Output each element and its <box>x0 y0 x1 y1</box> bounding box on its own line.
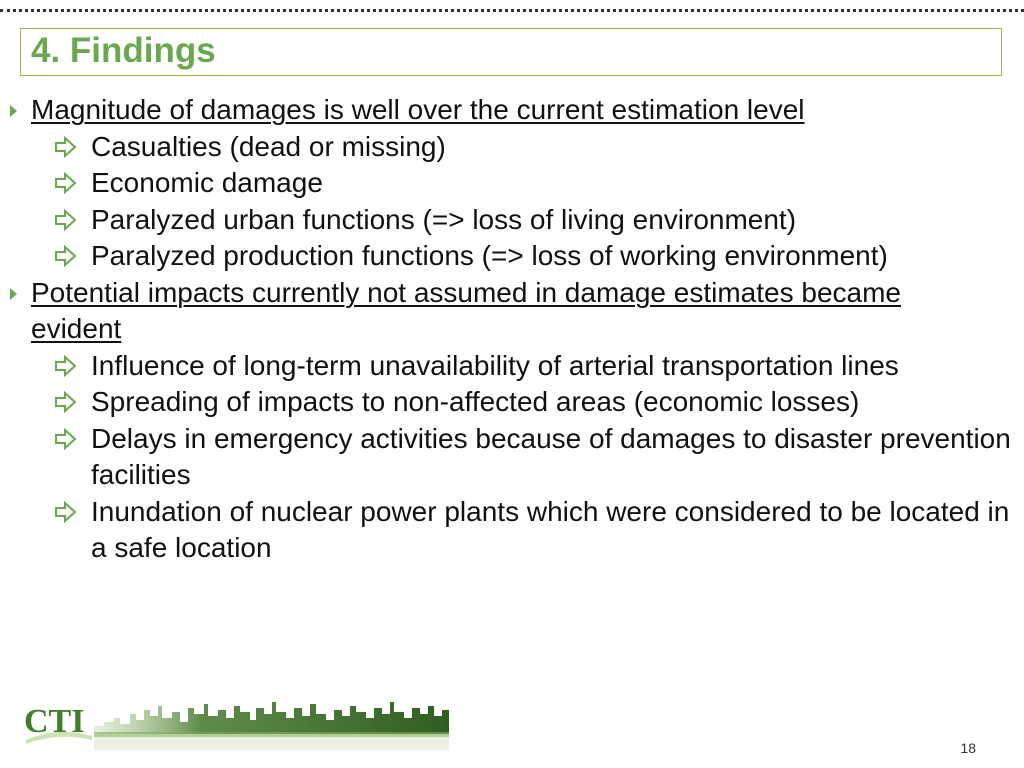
slide-title: 4. Findings <box>31 31 216 70</box>
sub-bullet-text: Spreading of impacts to non-affected areas (economic losses) <box>91 386 860 417</box>
arrow-bullet-icon <box>53 165 81 201</box>
sub-bullet-text: Inundation of nuclear power plants which were considered to be located in a safe location <box>91 495 1010 563</box>
triangle-bullet-icon <box>10 105 17 117</box>
cti-logo <box>22 696 94 748</box>
bullet-1 <box>31 92 981 129</box>
sub-bullet-text: Paralyzed production functions (=> loss of working environment) <box>91 240 888 271</box>
sub-bullet <box>91 421 1016 494</box>
title-box <box>20 28 1002 76</box>
sub-bullet-text: Casualties (dead or missing) <box>91 130 446 162</box>
arrow-bullet-icon <box>53 494 81 530</box>
arrow-bullet-icon <box>53 202 81 238</box>
arrow-bullet-icon <box>53 384 81 420</box>
sub-bullet <box>91 348 1016 385</box>
sub-bullet <box>91 238 1016 275</box>
top-dotted-border <box>0 9 1024 12</box>
sub-bullet <box>91 165 1016 202</box>
sub-bullet-text: Economic damage <box>91 167 323 198</box>
sub-bullet-text: Paralyzed urban functions (=> loss of living environment) <box>91 203 797 235</box>
sub-bullet <box>91 494 1016 567</box>
arrow-bullet-icon <box>53 129 81 165</box>
sub-bullet <box>91 384 1016 421</box>
sub-bullet <box>91 129 1016 166</box>
arrow-bullet-icon <box>53 421 81 457</box>
city-skyline-banner <box>94 696 449 750</box>
bullet-2-text: Potential impacts currently not assumed in damage estimates became evident <box>31 276 901 344</box>
page-number: 18 <box>960 740 976 756</box>
sub-bullet <box>91 202 1016 239</box>
sub-bullet-text: Delays in emergency activities because of damages to disaster prevention facilities <box>91 422 1011 490</box>
bullet-1-text: Magnitude of damages is well over the current estimation level <box>31 94 805 125</box>
sub-bullet-text: Influence of long-term unavailability of arterial transportation lines <box>91 349 899 381</box>
logo-text: CTI <box>24 703 85 740</box>
arrow-bullet-icon <box>53 238 81 274</box>
slide-content <box>0 92 1024 567</box>
arrow-bullet-icon <box>53 348 81 384</box>
triangle-bullet-icon <box>10 288 17 300</box>
bullet-2 <box>31 275 981 348</box>
